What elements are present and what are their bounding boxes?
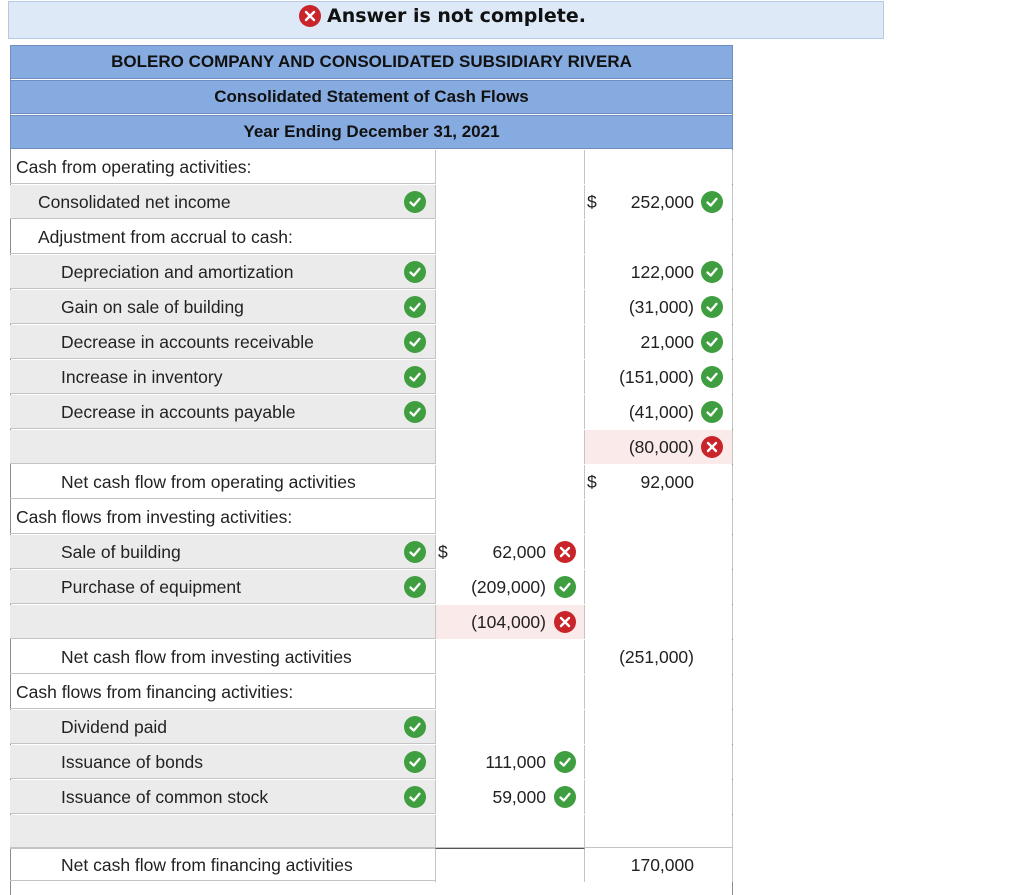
period-header: Year Ending December 31, 2021 (10, 115, 733, 149)
total-cell[interactable] (585, 535, 733, 569)
check-icon (404, 191, 426, 213)
table-row (10, 745, 733, 779)
total-cell[interactable] (585, 605, 733, 639)
total-cell[interactable] (585, 290, 733, 324)
check-icon (404, 716, 426, 738)
total-cell[interactable] (585, 360, 733, 394)
amount-cell[interactable] (435, 430, 585, 464)
total-cell[interactable] (585, 710, 733, 744)
amount-cell[interactable] (435, 780, 585, 814)
amount-value: 111,000 (485, 752, 546, 772)
amount-cell[interactable] (435, 500, 585, 534)
company-header: BOLERO COMPANY AND CONSOLIDATED SUBSIDIARY RIVERA (10, 45, 733, 79)
amount-value: (31,000) (628, 297, 694, 317)
table-row (10, 255, 733, 289)
table-row (10, 150, 733, 184)
check-icon (404, 366, 426, 388)
total-cell[interactable] (585, 815, 733, 849)
row-label[interactable]: Decrease in accounts receivable (61, 332, 314, 352)
amount-cell[interactable] (435, 150, 585, 184)
check-icon (701, 331, 723, 353)
amount-cell[interactable] (435, 675, 585, 709)
table-row (10, 780, 733, 814)
amount-cell[interactable] (435, 535, 585, 569)
row-label[interactable]: Decrease in accounts payable (61, 402, 296, 422)
check-icon (701, 261, 723, 283)
row-label: Cash flows from investing activities: (16, 507, 293, 527)
table-row (10, 570, 733, 604)
amount-cell[interactable] (435, 185, 585, 219)
answer-status-text: Answer is not complete. (327, 5, 586, 27)
check-icon (404, 296, 426, 318)
check-icon (554, 786, 576, 808)
answer-status-banner (8, 1, 884, 39)
table-row (10, 605, 733, 639)
amount-cell[interactable] (435, 815, 585, 849)
dollar-sign: $ (587, 472, 597, 492)
total-cell[interactable] (585, 848, 733, 882)
check-icon (701, 191, 723, 213)
table-row (10, 220, 733, 254)
statement-header: Consolidated Statement of Cash Flows (10, 80, 733, 114)
row-label[interactable]: Purchase of equipment (61, 577, 241, 597)
amount-cell[interactable] (435, 360, 585, 394)
incorrect-icon (554, 541, 576, 563)
check-icon (404, 401, 426, 423)
table-row (10, 640, 733, 674)
total-cell[interactable] (585, 430, 733, 464)
total-cell[interactable] (585, 255, 733, 289)
amount-cell[interactable] (435, 848, 585, 882)
row-label: Cash from operating activities: (16, 157, 252, 177)
amount-value: 170,000 (630, 855, 694, 875)
table-row (10, 360, 733, 394)
total-cell[interactable] (585, 500, 733, 534)
row-label[interactable]: Sale of building (61, 542, 181, 562)
total-cell[interactable] (585, 745, 733, 779)
check-icon (404, 261, 426, 283)
table-row (10, 290, 733, 324)
row-label: Cash flows from financing activities: (16, 682, 294, 702)
check-icon (404, 331, 426, 353)
total-cell[interactable] (585, 185, 733, 219)
total-cell[interactable] (585, 150, 733, 184)
table-row (10, 500, 733, 534)
row-label: Net cash flow from financing activities (61, 855, 353, 875)
table-row (10, 847, 733, 881)
row-label[interactable]: Dividend paid (61, 717, 168, 737)
amount-value: 92,000 (640, 472, 694, 492)
total-cell[interactable] (585, 325, 733, 359)
check-icon (404, 541, 426, 563)
row-label[interactable]: Issuance of bonds (61, 752, 204, 772)
total-cell[interactable] (585, 465, 733, 499)
dollar-sign: $ (587, 192, 597, 212)
row-label: Net cash flow from investing activities (61, 647, 352, 667)
table-row (10, 325, 733, 359)
amount-cell[interactable] (435, 745, 585, 779)
check-icon (554, 576, 576, 598)
row-label[interactable]: Increase in inventory (61, 367, 223, 387)
amount-value: 252,000 (630, 192, 694, 212)
amount-value: (80,000) (628, 437, 694, 457)
total-cell[interactable] (585, 220, 733, 254)
row-label: Adjustment from accrual to cash: (38, 227, 293, 247)
amount-cell[interactable] (435, 710, 585, 744)
table-row (10, 185, 733, 219)
amount-cell[interactable] (435, 255, 585, 289)
check-icon (404, 576, 426, 598)
amount-value: 21,000 (640, 332, 694, 352)
table-row (10, 465, 733, 499)
row-label[interactable]: Depreciation and amortization (61, 262, 294, 282)
amount-cell[interactable] (435, 640, 585, 674)
check-icon (701, 366, 723, 388)
row-label[interactable]: Consolidated net income (38, 192, 231, 212)
row-label[interactable]: Issuance of common stock (61, 787, 269, 807)
table-row (10, 675, 733, 709)
incorrect-icon (554, 611, 576, 633)
total-cell[interactable] (585, 640, 733, 674)
amount-value: (151,000) (619, 367, 694, 387)
amount-cell[interactable] (435, 290, 585, 324)
total-cell[interactable] (585, 570, 733, 604)
table-row (10, 535, 733, 569)
amount-value: (41,000) (628, 402, 694, 422)
amount-value: (209,000) (471, 577, 546, 597)
amount-cell[interactable] (435, 605, 585, 639)
check-icon (404, 786, 426, 808)
amount-value: 59,000 (492, 787, 546, 807)
amount-cell[interactable] (435, 570, 585, 604)
row-label: Net cash flow from operating activities (61, 472, 356, 492)
incorrect-icon (299, 5, 321, 27)
amount-cell[interactable] (435, 325, 585, 359)
dollar-sign: $ (438, 542, 448, 562)
table-row (10, 710, 733, 744)
incorrect-icon (701, 436, 723, 458)
check-icon (701, 296, 723, 318)
amount-value: (251,000) (619, 647, 694, 667)
check-icon (554, 751, 576, 773)
total-cell[interactable] (585, 675, 733, 709)
table-row (10, 395, 733, 429)
amount-value: (104,000) (471, 612, 546, 632)
table-row (10, 430, 733, 464)
row-label[interactable]: Gain on sale of building (61, 297, 244, 317)
amount-cell[interactable] (435, 465, 585, 499)
total-cell[interactable] (585, 780, 733, 814)
table-row (10, 815, 733, 849)
check-icon (404, 751, 426, 773)
amount-value: 122,000 (630, 262, 694, 282)
check-icon (701, 401, 723, 423)
amount-cell[interactable] (435, 395, 585, 429)
amount-value: 62,000 (492, 542, 546, 562)
total-cell[interactable] (585, 395, 733, 429)
amount-cell[interactable] (435, 220, 585, 254)
